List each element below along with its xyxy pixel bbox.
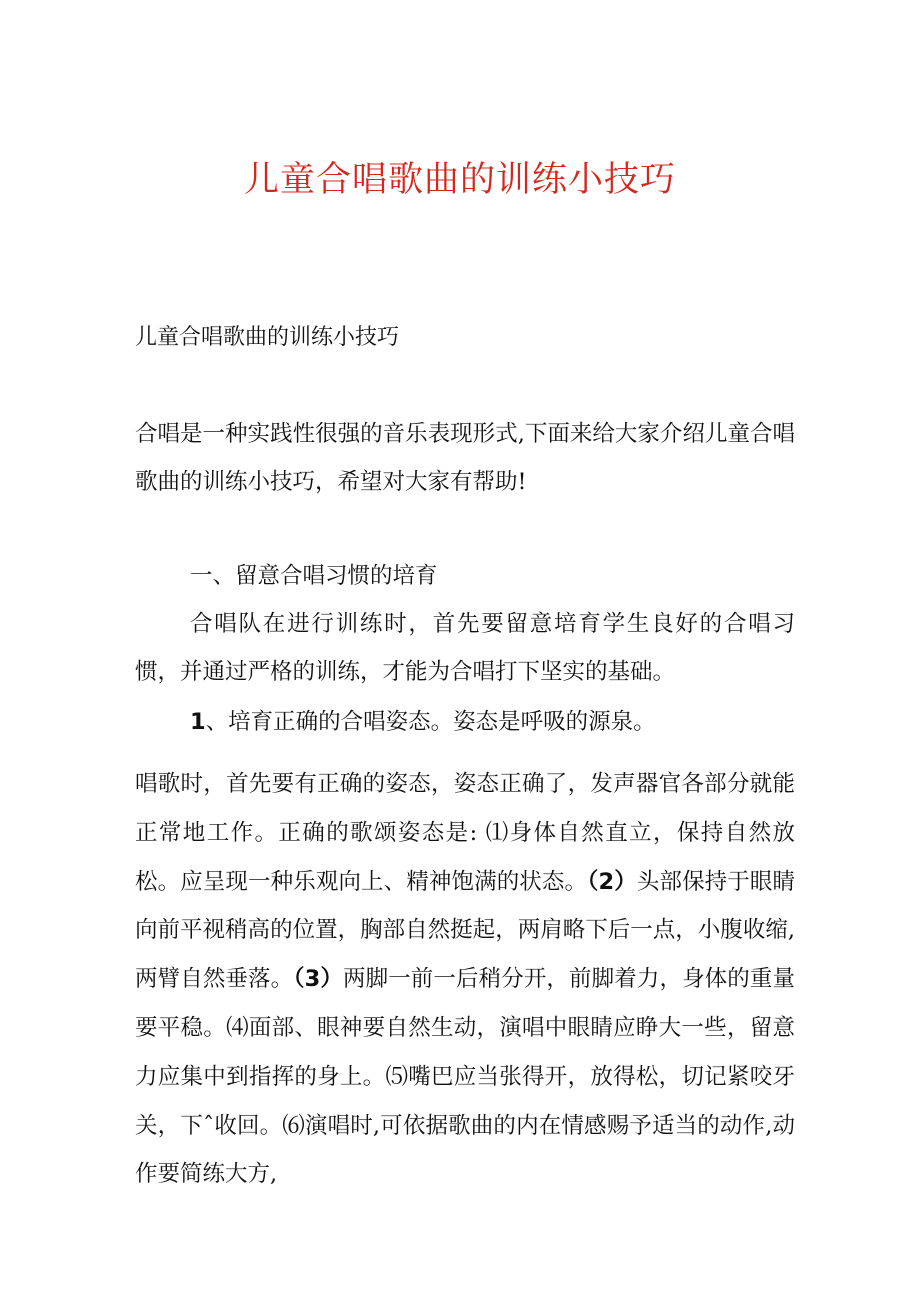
point-heading-text: 、培育正确的合唱姿态。姿态是呼吸的源泉。	[205, 709, 656, 735]
section-body-paragraph: 合唱队在进行训练时，首先要留意培育学生良好的合唱习惯，并通过严格的训练，才能为合唱打下坚实的基础。	[135, 611, 795, 685]
document-subtitle: 儿童合唱歌曲的训练小技巧	[135, 325, 400, 350]
point-heading	[135, 698, 795, 746]
point-number: 1	[190, 709, 206, 735]
intro-paragraph: 合唱是一种实践性很强的音乐表现形式,下面来给大家介绍儿童合唱歌曲的训练小技巧，希望对大家有帮助!	[135, 421, 795, 495]
document-title: 儿童合唱歌曲的训练小技巧	[243, 160, 676, 200]
item-number-2: （2）	[587, 868, 637, 895]
posture-paragraph	[135, 760, 795, 1199]
item-number-3: （3）	[293, 966, 343, 993]
section-heading: 一、留意合唱习惯的培育	[190, 563, 438, 589]
posture-text-a: 唱歌时，首先要有正确的姿态，姿态正确了，发声器官各部分就能正常地工作。正确的歌颂姿态是: ⑴身体自然直立，保持自然放松。应呈现一种乐观向上、精神饱满的状态。	[135, 771, 795, 895]
posture-text-b: 头部保持于眼睛向前平视稍高的位置，胸部自然挺起，两肩略下后一点，小腹收缩,两臂自然垂落。	[135, 868, 795, 993]
posture-text-c: 两脚一前一后稍分开，前脚着力，身体的重量要平稳。⑷面部、眼神要自然生动，演唱中眼睛应睁大一些，留意力应集中到指挥的身上。⑸嘴巴应当张得开，放得松，切记紧咬牙关，下ˆ收回。⑹演唱时,可依据歌曲的内在情感赐予适当的动作,动作要简练大方,	[135, 966, 795, 1188]
